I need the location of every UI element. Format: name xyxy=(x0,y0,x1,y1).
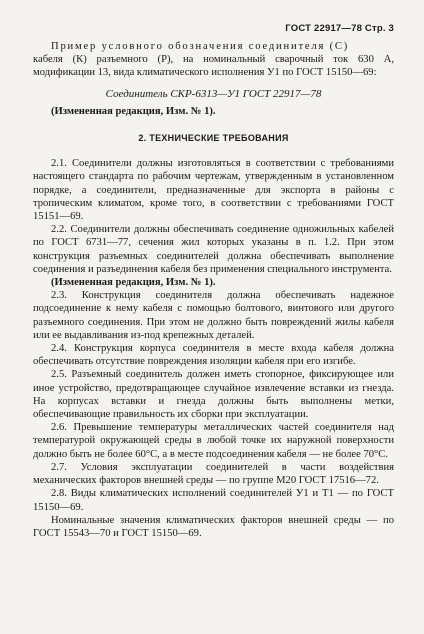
example-designation: Соединитель СКР-6313—У1 ГОСТ 22917—78 xyxy=(105,87,322,100)
paragraph-2-1: 2.1. Соединители должны изготовляться в соответствии с требованиями настоящего стандарта по рабочим чертежам, утвержденным в установленном порядке, а соединители, предназначенные для экспорта в районы с тропическим климатом, кроме того, в соответствии с требованиями ГОСТ 15151—69. xyxy=(33,158,394,223)
paragraph-2-5: 2.5. Разъемный соединитель должен иметь стопорное, фиксирующее или иное устройство, предотвращающее случайное извлечение вставки из гнезда. На корпусах вставки и гнезда должны быть выполнены метки, обеспечивающие правильность их сборки при эксплуатации. xyxy=(33,369,394,421)
page-header: ГОСТ 22917—78 Стр. 3 xyxy=(285,23,394,34)
section-title: 2. ТЕХНИЧЕСКИЕ ТРЕБОВАНИЯ xyxy=(138,133,289,144)
paragraph-2-2: 2.2. Соединители должны обеспечивать соединение одножильных кабелей по ГОСТ 6731—77, сечения жил которых указаны в п. 1.2. При этом конструкция разъемных соединителей должна обеспечивать выполнение соединения и разъединения кабеля без применения специального инструмента. xyxy=(33,224,394,275)
document-body xyxy=(33,40,394,540)
paragraph-2-4: 2.4. Конструкция корпуса соединителя в месте входа кабеля должна обеспечивать отсутствие повреждения изоляции кабеля при его изгибе. xyxy=(33,343,394,368)
paragraph-2-2-amendment: (Измененная редакция, Изм. № 1). xyxy=(51,277,216,289)
paragraph-2-8: 2.8. Виды климатических исполнений соединителей У1 и Т1 — по ГОСТ 15150—69. xyxy=(33,488,394,513)
paragraph-2-3: 2.3. Конструкция соединителя должна обеспечивать надежное подсоединение к нему кабеля с помощью болтового, винтового или другого разъемного соединения. При этом не должно быть повреждений жилы кабеля или ее выдавливания из-под крепежных деталей. xyxy=(33,290,394,341)
example-lead: Пример условного обозначения соединителя (С) xyxy=(51,41,350,52)
paragraph-climatic-values: Номинальные значения климатических факторов внешней среды — по ГОСТ 15543—70 и ГОСТ 15150—69. xyxy=(33,514,394,539)
paragraph-2-7: 2.7. Условия эксплуатации соединителей в части воздействия механических факторов внешней среды — по группе М20 ГОСТ 17516—72. xyxy=(33,461,394,487)
paragraph-2-6: 2.6. Превышение температуры металлических частей соединителя над температурой окружающей среды в любой точке их наружной поверхности должно быть не более 60°С, а в месте подсоединения кабеля — не более 70°С. xyxy=(33,422,394,460)
example-body: кабеля (К) разъемного (Р), на номинальный сварочный ток 630 А, модификации 13, вида климатического исполнения У1 по ГОСТ 15150—69: xyxy=(33,54,394,79)
example-amendment: (Измененная редакция, Изм. № 1). xyxy=(51,105,216,117)
